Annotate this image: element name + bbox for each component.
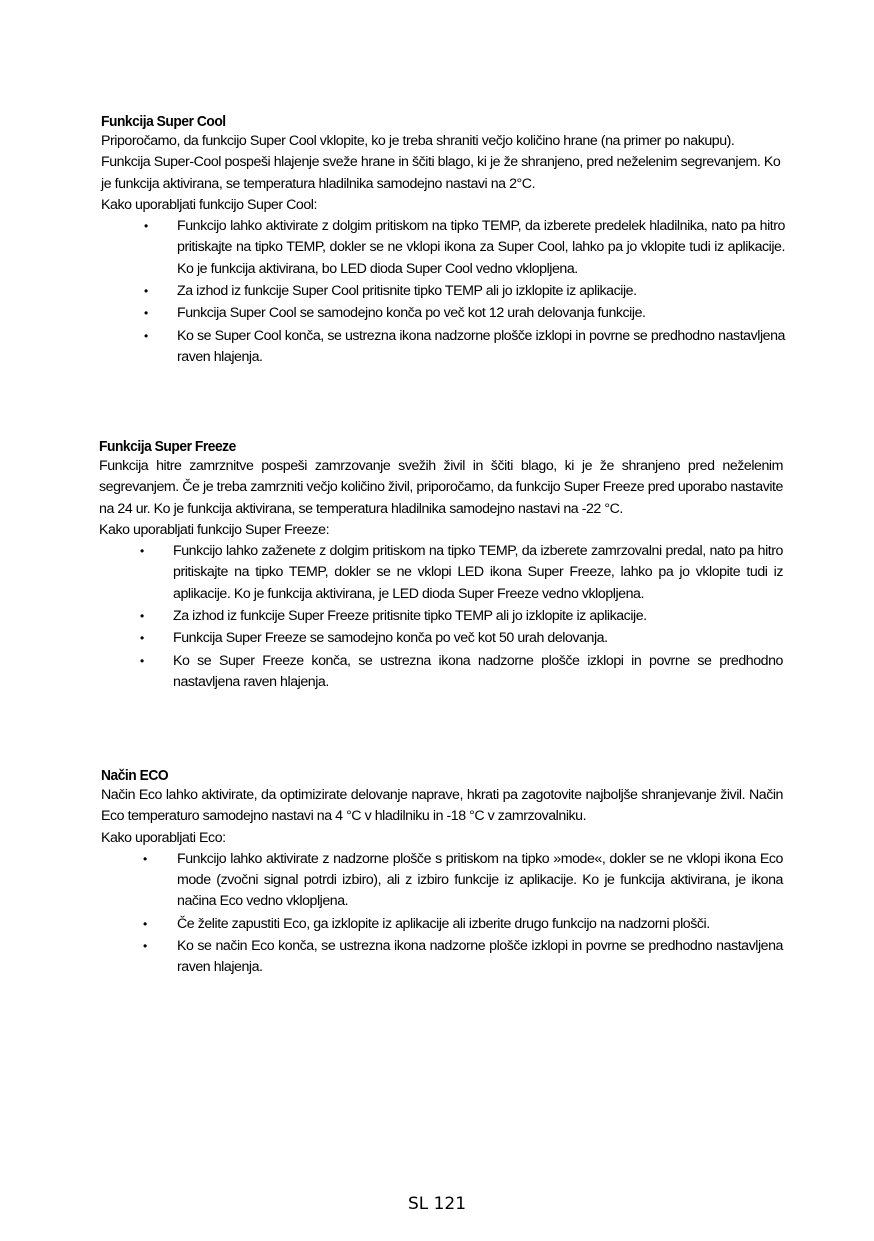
super-freeze-howto: Kako uporabljati funkcijo Super Freeze: xyxy=(99,521,330,538)
bullet-icon: • xyxy=(144,306,148,321)
list-item: • Ko se način Eco konča, se ustrezna ikona nadzorne plošče izklopi in povrne se predhodno nastavljena raven hlajenja. xyxy=(143,938,783,976)
bullet-icon: • xyxy=(140,631,144,646)
eco-intro: Način Eco lahko aktivirate, da optimizirate delovanje naprave, hkrati pa zagotovite najboljše shranjevanje živil. Način Eco temperaturo samodejno nastavi na 4 °C v hladilniku in -18 °C v zamrzovalniku. xyxy=(101,787,783,825)
super-cool-howto: Kako uporabljati funkcijo Super Cool: xyxy=(101,196,318,213)
list-item: • Funkcijo lahko zaženete z dolgim pritiskom na tipko TEMP, da izberete zamrzovalni predal, nato pa hitro pritiskajte na tipko TEMP, dokler se ne vklopi LED ikona Super Freeze, lahko pa jo vklopite tudi iz aplikacije. Ko je funkcija aktivirana, je LED dioda Super Freeze vedno vklopljena. xyxy=(140,543,783,602)
bullet-icon: • xyxy=(143,939,147,954)
super-cool-intro: Priporočamo, da funkcijo Super Cool vklopite, ko je treba shraniti večjo količino hrane (na primer po nakupu). Funkcija Super-Cool pospeši hlajenje sveže hrane in ščiti blago, ki je že shranjeno, pred neželenim segrevanjem. Ko je funkcija aktivirana, se temperatura hladilnika samodejno nastavi na 2°C. xyxy=(101,133,781,192)
super-freeze-intro: Funkcija hitre zamrznitve pospeši zamrzovanje svežih živil in ščiti blago, ki je že shranjeno pred neželenim segrevanjem. Če je treba zamrzniti večjo količino živil, priporočamo, da funkcijo Super Freeze pred uporabo nastavite na 24 ur. Ko je funkcija aktivirana, se temperatura hladilnika samodejno nastavi na -22 °C. xyxy=(99,458,783,517)
heading-super-freeze: Funkcija Super Freeze xyxy=(99,438,236,455)
list-item: • Za izhod iz funkcije Super Freeze pritisnite tipko TEMP ali jo izklopite iz aplikacije. xyxy=(99,606,783,627)
list-item: • Funkcija Super Freeze se samodejno konča po več kot 50 urah delovanja. xyxy=(99,628,783,649)
bullet-icon: • xyxy=(140,609,144,624)
list-item: • Funkcijo lahko aktivirate z nadzorne plošče s pritiskom na tipko »mode«, dokler se ne vklopi ikona Eco mode (zvočni signal potrdi izbiro), ali z izbiro funkcije iz aplikacije. Ko je funkcija aktivirana, je ikona načina Eco vedno vklopljena. xyxy=(143,850,783,910)
heading-super-cool: Funkcija Super Cool xyxy=(101,113,226,130)
bullet-icon: • xyxy=(144,219,148,234)
page-number: SL 121 xyxy=(407,1194,467,1214)
super-freeze-bullets xyxy=(99,541,783,693)
eco-howto: Kako uporabljati Eco: xyxy=(101,829,226,846)
section-super-freeze xyxy=(99,437,783,694)
eco-bullets xyxy=(101,849,783,979)
list-item: • Ko se Super Cool konča, se ustrezna ikona nadzorne plošče izklopi in povrne se predhodno nastavljena raven hlajenja. xyxy=(144,327,785,365)
list-item: • Za izhod iz funkcije Super Cool pritisnite tipko TEMP ali jo izklopite iz aplikacije. xyxy=(101,281,785,302)
bullet-icon: • xyxy=(140,653,144,668)
list-item: • Funkcija Super Cool se samodejno konča po več kot 12 urah delovanja funkcije. xyxy=(101,303,785,324)
section-eco xyxy=(101,766,783,980)
bullet-icon: • xyxy=(143,916,147,931)
bullet-icon: • xyxy=(144,284,148,299)
list-item: • Če želite zapustiti Eco, ga izklopite iz aplikacije ali izberite drugo funkcijo na nadzorni plošči. xyxy=(101,914,783,935)
bullet-icon: • xyxy=(140,544,144,559)
heading-eco: Način ECO xyxy=(101,767,169,784)
bullet-icon: • xyxy=(143,851,147,866)
list-item: • Funkcijo lahko aktivirate z dolgim pritiskom na tipko TEMP, da izberete predelek hladilnika, nato pa hitro pritiskajte na tipko TEMP, dokler se ne vklopi ikona za Super Cool, lahko pa jo vklopite tudi iz aplikacije. Ko je funkcija aktivirana, bo LED dioda Super Cool vedno vklopljena. xyxy=(144,218,785,277)
section-super-cool xyxy=(101,112,785,369)
super-cool-bullets xyxy=(101,216,785,368)
bullet-icon: • xyxy=(144,328,148,343)
list-item: • Ko se Super Freeze konča, se ustrezna ikona nadzorne plošče izklopi in povrne se predhodno nastavljena raven hlajenja. xyxy=(140,652,783,690)
